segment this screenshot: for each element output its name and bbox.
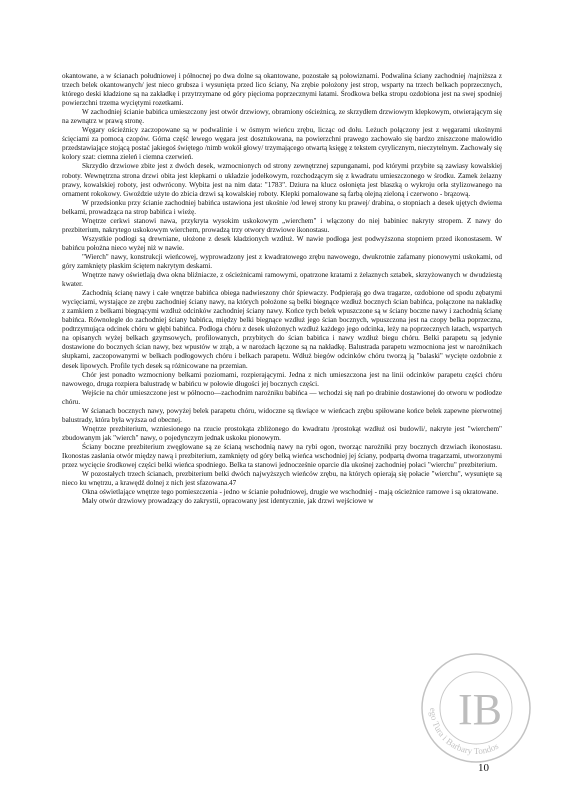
paragraph: W pozostałych trzech ścianach, prezbiterium belki dwóch najwyższych wieńców zrębu, na których opierają się połacie "wierchu", wysunięte są nieco ku wnętrzu, a krawędź dolnej z nich jest sfazowana.47 [62, 470, 502, 488]
paragraph: okantowane, a w ścianach południowej i północnej po dwa dolne są okantowane, pozostałe są połowiznami. Podwalina ściany zachodniej /najniższa z trzech belek okantowanych/ jest nieco grubsza i wysunięta przed lico ściany, Na zrębie położony jest strop, wsparty na trzech belkach poprzecznych, którego deski kładzione są na zakładkę i przytrzymane od góry pięcioma poprzecznymi łatami. Środkowa belka stropu ozdobiona jest na swej spodniej powierzchni trzema wyciętymi rozetkami. [62, 72, 502, 108]
paragraph: Chór jest ponadto wzmocniony belkami poziomami, rozpierającymi. Jedna z nich umieszczona jest na linii odcinków parapetu części chóru nawowego, druga rozpiera balustradę w babińcu w połowie długości jej bocznych części. [62, 370, 502, 388]
paragraph: Mały otwór drzwiowy prowadzący do zakrystii, opracowany jest identycznie, jak drzwi wejściowe w [82, 497, 374, 506]
body-text [62, 72, 502, 506]
paragraph: Wejście na chór umieszczone jest w północno—zachodnim narożniku babińca — wchodzi się nań po drabinie dostawionej do otworu w podłodze chóru. [62, 388, 502, 406]
paragraph: W zachodniej ścianie babińca umieszczony jest otwór drzwiowy, obramiony ościeżnicą, ze skrzydłem drzwiowym klepkowym, otwierającym się na zewnątrz w prawą stronę. [62, 108, 502, 126]
paragraph: Okna oświetlające wnętrze tego pomieszczenia - jedno w ścianie południowej, drugie we wschodniej - mają ościeżnice ramowe i są okratowane. [82, 488, 499, 497]
paragraph: Wnętrze nawy oświetlają dwa okna bliźniacze, z ościeżnicami ramowymi, opatrzone kratami z żelaznych sztabek, skrzyżowanych w dwudziestą kwater. [62, 271, 502, 289]
paragraph: Wszystkie podłogi są drewniane, ułożone z desek kładzionych wzdłuż. W nawie podłoga jest podwyższona stopniem przed ikonostasem. W babińcu położna nieco wyżej niż w nawie. [62, 234, 502, 252]
paragraph: Wnętrze prezbiterium, wzniesionego na rzucie prostokąta zbliżonego do kwadratu /prostokąt wzdłuż osi budowli/, nakryte jest "wierchem" zbudowanym jak "wierch" nawy, o pojedynczym jednak uskoku pionowym. [62, 424, 502, 442]
stamp-text: ego Tura i Barbary Tondos [427, 707, 501, 757]
paragraph: W ścianach bocznych nawy, powyżej belek parapetu chóru, widoczne są tkwiące w wieńcach zrębu spiłowane końce belek zapewne pierwotnej balustrady, która była wyższa od obecnej. [62, 406, 502, 424]
paragraph: Zachodnią ścianę nawy i całe wnętrze babińca obiega nadwieszony chór śpiewaczy. Podpierają go dwa tragarze, ozdobione od spodu zębatymi wycięciami, wystające ze zrębu zachodniej ściany nawy, na których położone są belki biegnące wzdłuż bocznych ścian babińca, połączone na nakładkę z zamkiem z belkami biegnącymi wzdłuż odcinków zachodniej ściany nawy. Końce tych belek wpuszczone są w ściany boczne nawy i zachodnią ścianę babińca. Równolegle do zachodniej ściany babińca, między belki biegnące wzdłuż jego ścian bocznych, wpuszczona jest na czopy belka poprzeczna, podtrzymująca odcinek chóru w głębi babińca. Podłoga chóru z desek ułożonych wzdłuż każdego jego odcinka, leży na poprzecznych łatach, wspartych na opisanych wyżej belkach gzymsowych, profilowanych, przybitych do ścian babińca i nawy wzdłuż biegu chóru. Belki parapetu są jedynie dostawione do bocznych ścian nawy, bez wpustów w zrąb, a w narożach łączone są na nakładkę. Balustrada parapetu wzmocniona jest w narożnikach słupkami, zaczopowanymi w belkach podłogowych chóru i belkach parapetu. Wdłuż biegów odcinków chóru tworzą ją "balaski" wycięte ozdobnie z desek lipowych. Profile tych desek są różnicowane na przemian. [62, 289, 502, 370]
page-number: 10 [478, 762, 489, 774]
stamp-monogram: IB [458, 685, 502, 734]
paragraph: W przedsionku przy ścianie zachodniej babińca ustawiona jest ukośnie /od lewej strony ku prawej/ drabina, o stopniach a desek ujętych dwiema belkami, prowadząca na strop babińca i wieżę. [62, 198, 502, 216]
library-stamp [418, 650, 534, 766]
paragraph: Węgary ościeżnicy zaczopowane są w podwalinie i w ósmym wieńcu zrębu, licząc od dołu. Leżuch połączony jest z węgarami ukośnymi ścięciami za pomocą czopów. Górna część lewego węgara jest dosztukowana, na powierzchni prawego zachowało się bardzo zniszczone malowidło przedstawiające stojącą postać jakiegoś świętego /nimb wokół głowy/ trzymającego otwartą księgę z tekstem cyrylicznym, nieczytelnym. Zachowały się kolory szat: ciemna zieleń i ciemna czerwień. [62, 126, 502, 162]
paragraph: "Wierch" nawy, konstrukcji wieńcowej, wyprowadzony jest z kwadratowego zrębu nawowego, dwukrotnie zafamany pionowymi uskokami, od góry zamknięty płaskim ściętem nakrytym deskami. [62, 252, 502, 270]
paragraph: Ściany boczne prezbiterium zwęglowane są ze ścianą wschodnią nawy na rybi ogon, tworząc narożniki przy bocznych drzwiach ikonostasu. Ikonostas zasłania otwór między nawą i prezbiterium, zamknięty od góry belką wieńca wschodniej jej ściany, podpartą dwoma tragarzami, utworzonymi przez wycięcie środkowej części belki wieńca spodniego. Belka ta stanowi jednocześnie oparcie dla ukośnej zachodniej połaci "wierchu" prezbiterium. [62, 442, 502, 470]
paragraph: Wnętrze cerkwi stanowi nawa, przykryta wysokim uskokowym „wierchem" i włączony do niej babiniec nakryty stropem. Z nawy do prezbiterium, nakrytego uskokowym wierchem, prowadzą trzy otwory drzwiowe ikonostasu. [62, 216, 502, 234]
paragraph: Skrzydło drzwiowe zbite jest z dwóch desek, wzmocnionych od strony zewnętrznej szpunganami, pod którymi przybite są zawiasy kowalskiej roboty. Wewnętrzna strona drzwi obita jest klepkami o układzie jodełkowym, rozchodzącym się z kwadratu umieszczonego w środku. Zamek żelazny prawy, kowalskiej roboty, jest odwrócony. Wybita jest na nim data: "1783". Dziura na klucz osłonięta jest blaszką o wykroju orła stylizowanego na ornament rokokowy. Gwoździe użyte do zbicia drzwi są kowalskiej roboty. Klepki pomalowane są farbą olejną zieloną i czerwono - brązową. [62, 162, 502, 198]
